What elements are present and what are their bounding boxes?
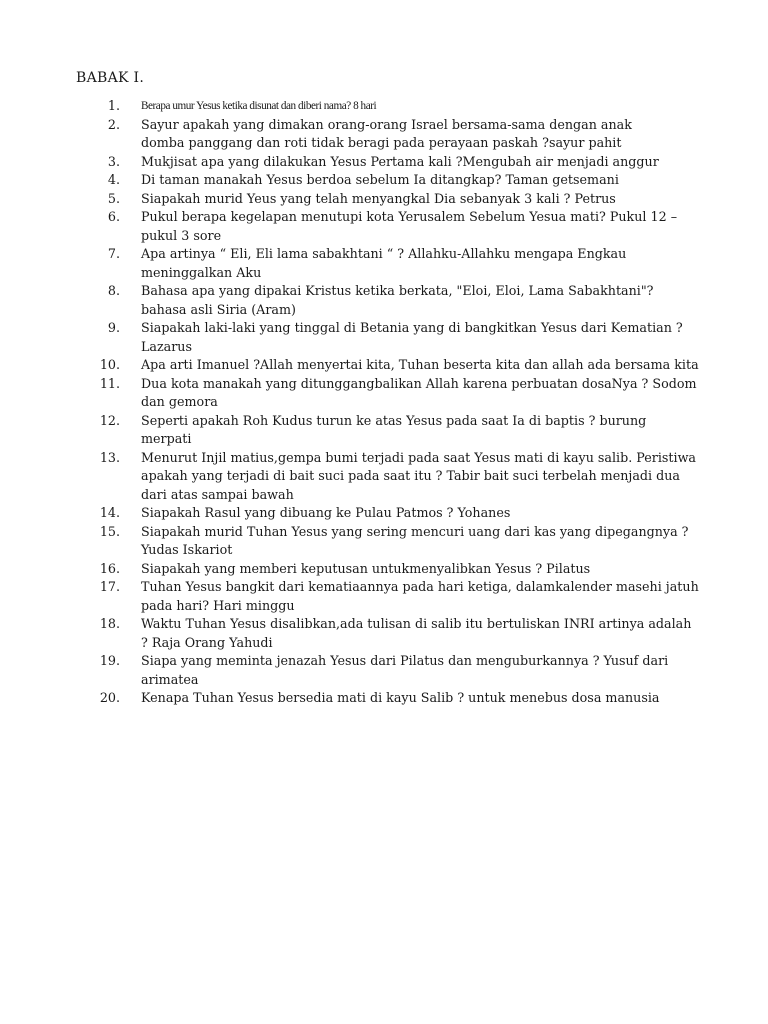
question-list: [70, 97, 700, 708]
list-item: [70, 153, 700, 172]
list-item: [70, 208, 700, 245]
item-text: Menurut Injil matius,gempa bumi terjadi pada saat Yesus mati di kayu salib. Peristiwa apakah yang terjadi di bait suci pada saat itu ? Tabir bait suci terbelah menjadi dua dari atas sampai bawah: [141, 449, 696, 502]
item-text: Pukul berapa kegelapan menutupi kota Yerusalem Sebelum Yesua mati? Pukul 12 – pukul 3 sore: [141, 209, 678, 243]
list-item: [70, 190, 700, 209]
list-item: [70, 116, 700, 153]
item-number: 9.: [107, 320, 120, 335]
item-text: Bahasa apa yang dipakai Kristus ketika berkata, "Eloi, Eloi, Lama Sabakhtani"? bahasa asli Siria (Aram): [141, 283, 654, 317]
item-number: 4.: [107, 172, 120, 187]
list-item: [70, 689, 700, 708]
list-item: [70, 282, 700, 319]
list-item: [70, 375, 700, 412]
list-item: [70, 449, 700, 505]
item-number: 16.: [99, 560, 120, 576]
item-text: Siapakah murid Tuhan Yesus yang sering mencuri uang dari kas yang dipegangnya ? Yudas Iskariot: [141, 523, 689, 557]
list-item: [70, 171, 700, 190]
item-text: Berapa umur Yesus ketika disunat dan diberi nama? 8 hari: [141, 100, 377, 112]
item-number: 8.: [107, 283, 120, 298]
item-text: Dua kota manakah yang ditunggangbalikan Allah karena perbuatan dosaNya ? Sodom dan gemora: [141, 375, 697, 409]
item-number: 15.: [99, 523, 120, 539]
list-item: [70, 245, 700, 282]
item-text: Kenapa Tuhan Yesus bersedia mati di kayu Salib ? untuk menebus dosa manusia: [141, 690, 660, 705]
list-item: [70, 652, 700, 689]
item-number: 6.: [107, 209, 120, 224]
item-number: 13.: [99, 449, 120, 465]
item-text: Siapakah murid Yeus yang telah menyangkal Dia sebanyak 3 kali ? Petrus: [141, 190, 616, 206]
item-text: Tuhan Yesus bangkit dari kematiaannya pada hari ketiga, dalamkalender masehi jatuh pada hari? Hari minggu: [141, 579, 699, 613]
item-text: Siapakah laki-laki yang tinggal di Betania yang di bangkitkan Yesus dari Kematian ? Lazarus: [141, 320, 683, 354]
item-number: 17.: [99, 579, 120, 594]
section-heading: BABAK I.: [76, 70, 145, 86]
list-item: [70, 504, 700, 523]
item-text: Siapa yang meminta jenazah Yesus dari Pilatus dan menguburkannya ? Yusuf dari arimatea: [141, 653, 669, 687]
item-text: Di taman manakah Yesus berdoa sebelum Ia ditangkap? Taman getsemani: [141, 172, 619, 187]
item-text: Mukjisat apa yang dilakukan Yesus Pertama kali ?Mengubah air menjadi anggur: [141, 153, 659, 169]
item-text: Waktu Tuhan Yesus disalibkan,ada tulisan di salib itu bertuliskan INRI artinya adalah ? Raja Orang Yahudi: [141, 616, 692, 650]
item-number: 3.: [107, 153, 120, 169]
item-number: 14.: [99, 505, 120, 520]
item-number: 19.: [99, 653, 120, 668]
list-item: [70, 560, 700, 579]
item-number: 12.: [99, 412, 120, 428]
list-item: [70, 97, 700, 116]
item-number: 5.: [107, 190, 120, 206]
item-number: 1.: [107, 98, 120, 113]
item-number: 7.: [107, 246, 120, 261]
item-text: Apa artinya “ Eli, Eli lama sabakhtani “ ? Allahku-Allahku mengapa Engkau meninggalkan Aku: [141, 246, 627, 280]
item-number: 2.: [107, 116, 120, 132]
list-item: [70, 319, 700, 356]
item-text: Apa arti Imanuel ?Allah menyertai kita, Tuhan beserta kita dan allah ada bersama kita: [141, 357, 699, 372]
list-item: [70, 615, 700, 652]
item-text: Sayur apakah yang dimakan orang-orang Israel bersama-sama dengan anak domba panggang dan roti tidak beragi pada perayaan paskah ?sayur pahit: [141, 116, 632, 150]
item-text: Siapakah yang memberi keputusan untukmenyalibkan Yesus ? Pilatus: [141, 560, 591, 576]
item-number: 10.: [99, 357, 120, 372]
item-number: 20.: [99, 690, 120, 705]
list-item: [70, 412, 700, 449]
list-item: [70, 523, 700, 560]
list-item: [70, 356, 700, 375]
list-item: [70, 578, 700, 615]
item-number: 11.: [99, 375, 120, 391]
item-text: Seperti apakah Roh Kudus turun ke atas Yesus pada saat Ia di baptis ? burung merpati: [141, 412, 647, 446]
item-number: 18.: [99, 616, 120, 631]
item-text: Siapakah Rasul yang dibuang ke Pulau Patmos ? Yohanes: [141, 505, 511, 520]
